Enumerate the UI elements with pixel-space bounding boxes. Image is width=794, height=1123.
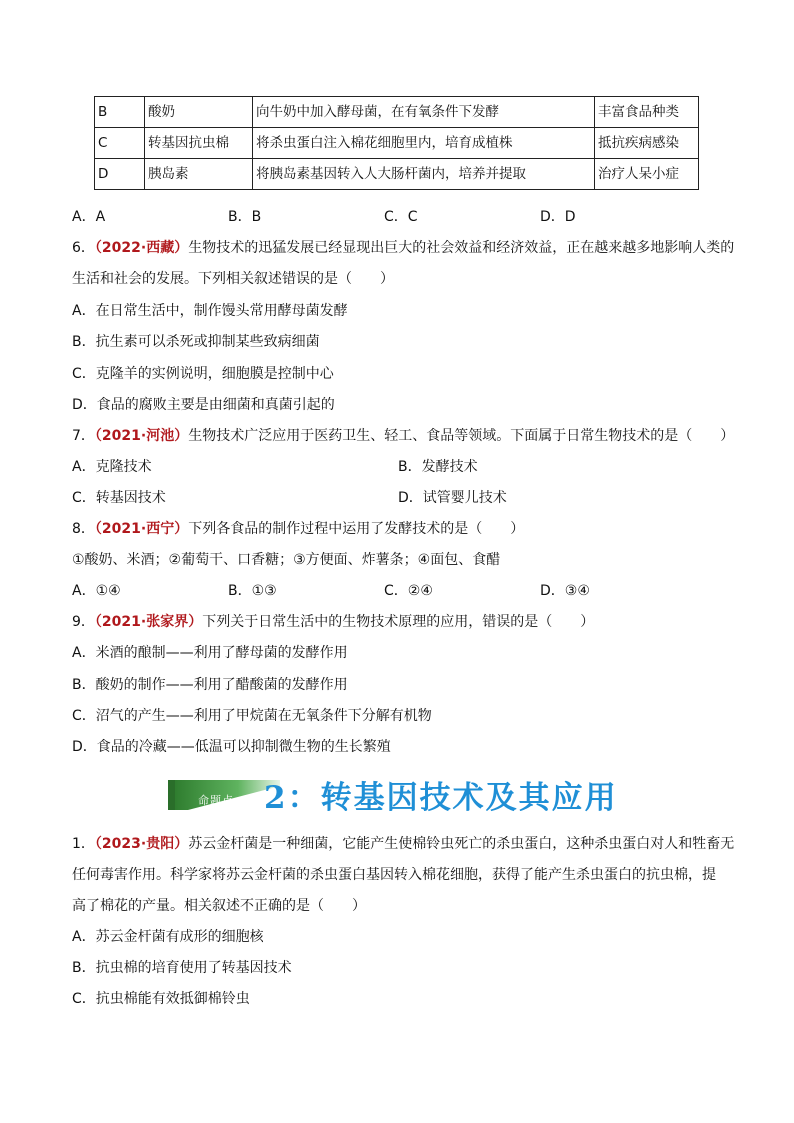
q6-option-a: A．在日常生活中，制作馒头常用酵母菌发酵 xyxy=(72,303,348,319)
q9-option-b: B．酸奶的制作——利用了醋酸菌的发酵作用 xyxy=(72,677,348,693)
option-c: C．转基因技术 xyxy=(72,490,166,506)
question-source: （2022·西藏） xyxy=(94,240,189,256)
question-number: 9． xyxy=(72,614,95,630)
table-cell: 酸奶 xyxy=(145,97,253,128)
section-title: 2：转基因技术及其应用 xyxy=(264,780,618,816)
table-cell: C xyxy=(95,128,145,159)
table-cell: B xyxy=(95,97,145,128)
question-text: 生物技术的迅猛发展已经显现出巨大的社会效益和经济效益，正在越来越多地影响人类的 xyxy=(188,240,735,256)
question-source: （2021·张家界） xyxy=(94,614,203,630)
q9-option-a: A．米酒的酿制——利用了酵母菌的发酵作用 xyxy=(72,645,348,661)
table-row xyxy=(95,159,699,190)
q6-stem-cont: 生活和社会的发展。下列相关叙述错误的是（ ） xyxy=(72,271,394,287)
question-text: 苏云金杆菌是一种细菌，它能产生使棉铃虫死亡的杀虫蛋白，这种杀虫蛋白对人和牲畜无 xyxy=(188,836,735,852)
q5-options xyxy=(72,207,696,227)
q7-options-row2 xyxy=(72,488,724,508)
question-number: 8． xyxy=(72,521,95,537)
option-b: B．B xyxy=(228,209,262,225)
table-cell: 转基因抗虫棉 xyxy=(145,128,253,159)
option-c: C．②④ xyxy=(384,583,433,599)
question-source: （2021·西宁） xyxy=(94,521,189,537)
option-d: D．③④ xyxy=(540,583,590,599)
q8-items: ①酸奶、米酒；②葡萄干、口香糖；③方便面、炸薯条；④面包、食醋 xyxy=(72,552,501,568)
section-banner xyxy=(168,770,638,818)
option-c: C．C xyxy=(384,209,418,225)
table-cell: 将杀虫蛋白注入棉花细胞里内，培育成植株 xyxy=(253,128,595,159)
table-cell: 将胰岛素基因转入人大肠杆菌内，培养并提取 xyxy=(253,159,595,190)
question-text: 生物技术广泛应用于医药卫生、轻工、食品等领域。下面属于日常生物技术的是（ ） xyxy=(188,428,735,444)
s2q1-option-b: B．抗虫棉的培育使用了转基因技术 xyxy=(72,960,292,976)
question-source: （2023·贵阳） xyxy=(94,836,189,852)
s2q1-stem xyxy=(72,834,734,854)
question-number: 7． xyxy=(72,428,95,444)
table-row xyxy=(95,128,699,159)
option-d: D．试管婴儿技术 xyxy=(398,490,507,506)
q9-option-c: C．沼气的产生——利用了甲烷菌在无氧条件下分解有机物 xyxy=(72,708,432,724)
table-cell: 向牛奶中加入酵母菌，在有氧条件下发酵 xyxy=(253,97,595,128)
s2q1-stem-cont: 任何毒害作用。科学家将苏云金杆菌的杀虫蛋白基因转入棉花细胞，获得了能产生杀虫蛋白的抗虫棉，提 xyxy=(72,867,716,883)
q9-stem xyxy=(72,612,594,632)
table-cell: 胰岛素 xyxy=(145,159,253,190)
q6-option-b: B．抗生素可以杀死或抑制某些致病细菌 xyxy=(72,334,320,350)
q8-options xyxy=(72,581,696,601)
q6-option-c: C．克隆羊的实例说明，细胞膜是控制中心 xyxy=(72,366,334,382)
table-cell: 抵抗疾病感染 xyxy=(595,128,699,159)
q6-option-d: D．食品的腐败主要是由细菌和真菌引起的 xyxy=(72,397,335,413)
question-text: 下列各食品的制作过程中运用了发酵技术的是（ ） xyxy=(188,521,525,537)
q6-stem xyxy=(72,238,734,258)
q8-stem xyxy=(72,519,524,539)
option-a: A．克隆技术 xyxy=(72,459,152,475)
table-cell: 治疗人呆小症 xyxy=(595,159,699,190)
s2q1-stem-cont2: 高了棉花的产量。相关叙述不正确的是（ ） xyxy=(72,898,366,914)
q7-options-row1 xyxy=(72,457,724,477)
table-cell: 丰富食品种类 xyxy=(595,97,699,128)
option-b: B．发酵技术 xyxy=(398,459,478,475)
table-row xyxy=(95,97,699,128)
question-number: 6． xyxy=(72,240,95,256)
q9-option-d: D．食品的冷藏——低温可以抑制微生物的生长繁殖 xyxy=(72,739,391,755)
option-d: D．D xyxy=(540,209,576,225)
option-a: A．A xyxy=(72,209,106,225)
option-b: B．①③ xyxy=(228,583,277,599)
question-text: 下列关于日常生活中的生物技术原理的应用，错误的是（ ） xyxy=(202,614,595,630)
q7-stem xyxy=(72,426,734,446)
s2q1-option-a: A．苏云金杆菌有成形的细胞核 xyxy=(72,929,264,945)
table-cell: D xyxy=(95,159,145,190)
s2q1-option-c: C．抗虫棉能有效抵御棉铃虫 xyxy=(72,991,250,1007)
question-number: 1． xyxy=(72,836,95,852)
question-source: （2021·河池） xyxy=(94,428,189,444)
option-a: A．①④ xyxy=(72,583,121,599)
options-table xyxy=(94,96,699,190)
section-tag: 命题点 xyxy=(198,794,234,807)
